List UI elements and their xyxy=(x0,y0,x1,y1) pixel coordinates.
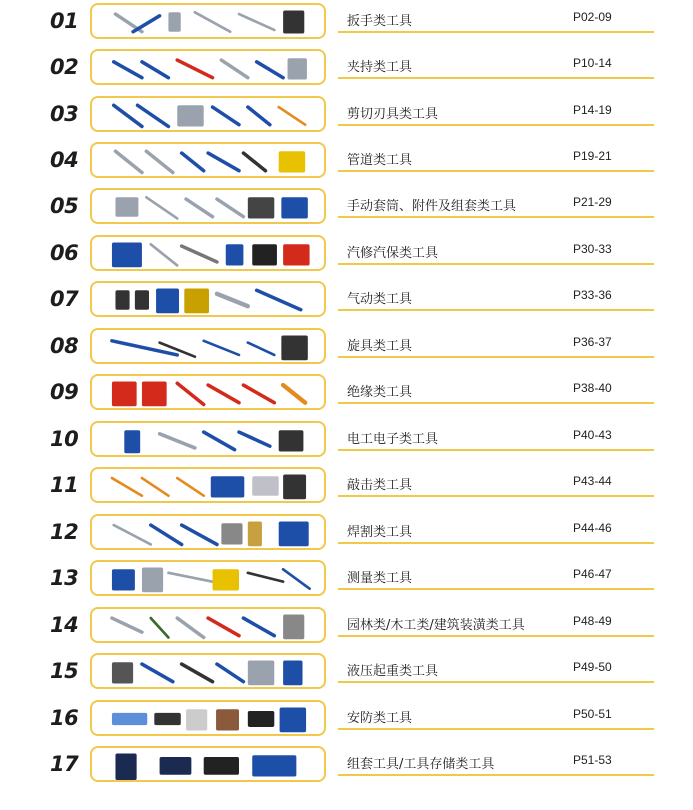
tool-strip-illustration xyxy=(96,750,322,780)
page-range[interactable]: P43-44 xyxy=(573,474,612,488)
page-range[interactable]: P02-09 xyxy=(573,10,612,24)
category-row[interactable] xyxy=(0,697,693,743)
tool-shape xyxy=(211,476,245,497)
screwdriver-tools-icon xyxy=(90,328,326,364)
underline-divider xyxy=(338,170,654,172)
category-title[interactable]: 剪切刃具类工具 xyxy=(347,107,439,122)
tool-shape xyxy=(195,12,230,31)
category-title[interactable]: 敲击类工具 xyxy=(347,478,413,493)
tool-shape xyxy=(243,385,274,403)
tool-shape xyxy=(160,434,195,448)
category-title[interactable]: 绝缘类工具 xyxy=(347,385,413,400)
insulated-tools-icon xyxy=(90,374,326,410)
tool-shape xyxy=(248,107,270,125)
tool-shape xyxy=(248,711,274,727)
tool-strip-illustration xyxy=(96,100,322,130)
page-range[interactable]: P14-19 xyxy=(573,103,612,117)
tool-shape xyxy=(283,615,304,640)
category-row[interactable] xyxy=(0,325,693,371)
tool-shape xyxy=(186,199,212,217)
tool-shape xyxy=(252,244,277,265)
tool-shape xyxy=(283,475,306,500)
tool-shape xyxy=(114,62,142,78)
underline-divider xyxy=(338,681,654,683)
tool-shape xyxy=(248,522,262,547)
underline-divider xyxy=(338,356,654,358)
underline-divider xyxy=(338,449,654,451)
tool-shape xyxy=(239,14,274,30)
tool-shape xyxy=(217,294,248,306)
page-range[interactable]: P46-47 xyxy=(573,567,612,581)
page-range[interactable]: P48-49 xyxy=(573,614,612,628)
tool-shape xyxy=(204,341,239,355)
socket-set-tools-icon xyxy=(90,188,326,224)
tool-shape xyxy=(135,290,149,309)
tool-shape xyxy=(114,105,142,126)
category-title[interactable]: 旋具类工具 xyxy=(347,339,413,354)
tool-shape xyxy=(281,336,307,361)
tool-shape xyxy=(279,151,305,172)
tool-shape xyxy=(279,522,309,547)
tool-shape xyxy=(243,618,274,636)
tool-strip-illustration xyxy=(96,7,322,37)
tool-shape xyxy=(213,107,239,125)
tool-shape xyxy=(112,618,142,632)
page-range[interactable]: P49-50 xyxy=(573,660,612,674)
safety-gear-icon xyxy=(90,700,326,736)
tool-strip-illustration xyxy=(96,704,322,734)
tool-shape xyxy=(146,197,177,218)
underline-divider xyxy=(338,77,654,79)
category-row[interactable] xyxy=(0,650,693,696)
category-row[interactable] xyxy=(0,139,693,185)
tool-strip-illustration xyxy=(96,657,322,687)
tool-shape xyxy=(283,11,304,34)
underline-divider xyxy=(338,542,654,544)
tool-shape xyxy=(283,244,309,265)
tool-shape xyxy=(221,60,247,78)
page-range[interactable]: P19-21 xyxy=(573,149,612,163)
tool-shape xyxy=(112,662,133,683)
tool-shape xyxy=(252,476,278,495)
tool-shape xyxy=(112,243,142,268)
category-title[interactable]: 焊割类工具 xyxy=(347,525,413,540)
tool-shape xyxy=(257,62,283,78)
tool-shape xyxy=(112,382,137,407)
garden-woodwork-tools-icon xyxy=(90,607,326,643)
plier-clamp-tools-icon xyxy=(90,49,326,85)
category-row[interactable] xyxy=(0,604,693,650)
hydraulic-lifting-tools-icon xyxy=(90,653,326,689)
tool-shape xyxy=(142,568,163,593)
tool-strip-illustration xyxy=(96,518,322,548)
tool-shape xyxy=(182,246,217,262)
tool-shape xyxy=(279,430,304,451)
page-range[interactable]: P36-37 xyxy=(573,335,612,349)
category-number: 08 xyxy=(50,334,79,358)
underline-divider xyxy=(338,635,654,637)
category-row[interactable] xyxy=(0,46,693,92)
tool-strip-illustration xyxy=(96,378,322,408)
page-range[interactable]: P33-36 xyxy=(573,288,612,302)
tool-shape xyxy=(184,289,209,314)
tool-shape xyxy=(208,153,239,171)
page-range[interactable]: P21-29 xyxy=(573,195,612,209)
tool-shape xyxy=(142,62,168,78)
tool-shape xyxy=(283,569,309,588)
tool-shape xyxy=(142,382,167,407)
page-range[interactable]: P51-53 xyxy=(573,753,612,767)
tool-strip-illustration xyxy=(96,192,322,222)
tool-strip-illustration xyxy=(96,611,322,641)
wrench-tools-icon xyxy=(90,3,326,39)
tool-shape xyxy=(208,618,239,636)
page-range[interactable]: P10-14 xyxy=(573,56,612,70)
tool-strip-illustration xyxy=(96,332,322,362)
underline-divider xyxy=(338,402,654,404)
tool-shape xyxy=(114,525,151,544)
category-number: 11 xyxy=(50,473,79,497)
category-row[interactable] xyxy=(0,185,693,231)
tool-shape xyxy=(283,385,305,403)
tool-strip-illustration xyxy=(96,471,322,501)
category-number: 16 xyxy=(50,706,79,730)
category-number: 06 xyxy=(50,241,79,265)
electrician-tools-icon xyxy=(90,421,326,457)
tool-storage-icon xyxy=(90,746,326,782)
tool-shape xyxy=(182,153,204,171)
tool-strip-illustration xyxy=(96,285,322,315)
tool-shape xyxy=(248,661,274,686)
tool-strip-illustration xyxy=(96,53,322,83)
underline-divider xyxy=(338,588,654,590)
underline-divider xyxy=(338,263,654,265)
tool-shape xyxy=(221,523,242,544)
tool-shape xyxy=(213,569,239,590)
tool-shape xyxy=(252,755,296,776)
tool-shape xyxy=(115,151,141,172)
category-title[interactable]: 气动类工具 xyxy=(347,292,413,307)
welding-tools-icon xyxy=(90,514,326,550)
category-row[interactable] xyxy=(0,743,693,789)
tool-shape xyxy=(248,197,274,218)
tool-shape xyxy=(283,661,302,686)
category-row[interactable] xyxy=(0,511,693,557)
category-number: 09 xyxy=(50,380,79,404)
category-row[interactable] xyxy=(0,464,693,510)
measuring-tools-icon xyxy=(90,560,326,596)
tool-shape xyxy=(204,757,239,775)
category-number: 17 xyxy=(50,752,79,776)
tool-strip-illustration xyxy=(96,425,322,455)
tool-shape xyxy=(124,430,140,453)
underline-divider xyxy=(338,309,654,311)
underline-divider xyxy=(338,124,654,126)
tool-shape xyxy=(151,618,169,637)
category-row[interactable] xyxy=(0,0,693,46)
category-number: 07 xyxy=(50,287,79,311)
category-number: 10 xyxy=(50,427,79,451)
tool-strip-illustration xyxy=(96,146,322,176)
category-title[interactable]: 夹持类工具 xyxy=(347,60,413,75)
tool-shape xyxy=(160,757,192,775)
underline-divider xyxy=(338,774,654,776)
tool-strip-illustration xyxy=(96,239,322,269)
tool-shape xyxy=(288,58,307,79)
tool-shape xyxy=(115,754,136,780)
pipe-tools-icon xyxy=(90,142,326,178)
underline-divider xyxy=(338,495,654,497)
category-title[interactable]: 测量类工具 xyxy=(347,571,413,586)
category-row[interactable] xyxy=(0,371,693,417)
tool-shape xyxy=(204,432,235,450)
tool-shape xyxy=(186,709,207,730)
tool-shape xyxy=(177,383,203,404)
tool-shape xyxy=(177,60,212,78)
tool-shape xyxy=(142,664,173,682)
tool-shape xyxy=(248,343,274,355)
category-number: 14 xyxy=(50,613,79,637)
category-number: 15 xyxy=(50,659,79,683)
tool-shape xyxy=(156,289,179,314)
tool-shape xyxy=(279,107,305,125)
tool-shape xyxy=(208,385,239,403)
page-range[interactable]: P44-46 xyxy=(573,521,612,535)
tool-shape xyxy=(182,525,217,544)
tool-shape xyxy=(257,290,301,309)
category-number: 02 xyxy=(50,55,79,79)
page-range[interactable]: P38-40 xyxy=(573,381,612,395)
category-row[interactable] xyxy=(0,232,693,278)
category-title[interactable]: 扳手类工具 xyxy=(347,14,413,29)
tool-shape xyxy=(115,290,129,309)
tool-shape xyxy=(142,478,168,496)
tool-shape xyxy=(112,478,142,496)
tool-shape xyxy=(151,525,182,544)
tool-shape xyxy=(217,199,243,217)
tool-shape xyxy=(151,244,177,265)
category-number: 01 xyxy=(50,9,79,33)
tool-shape xyxy=(239,432,270,446)
category-number: 13 xyxy=(50,566,79,590)
category-row[interactable] xyxy=(0,418,693,464)
category-title[interactable]: 园林类/木工类/建筑装潢类工具 xyxy=(347,618,525,633)
tool-shape xyxy=(168,12,180,31)
tool-shape xyxy=(248,573,283,582)
category-number: 03 xyxy=(50,102,79,126)
tool-shape xyxy=(138,105,169,126)
category-title[interactable]: 电工电子类工具 xyxy=(347,432,439,447)
pneumatic-tools-icon xyxy=(90,281,326,317)
hammer-tools-icon xyxy=(90,467,326,503)
tool-shape xyxy=(177,478,203,496)
tool-shape xyxy=(146,151,172,172)
category-number: 05 xyxy=(50,194,79,218)
category-title[interactable]: 管道类工具 xyxy=(347,153,413,168)
tool-shape xyxy=(177,618,203,637)
tool-shape xyxy=(112,569,135,590)
category-title[interactable]: 组套工具/工具存储类工具 xyxy=(347,757,495,772)
page-range[interactable]: P30-33 xyxy=(573,242,612,256)
category-row[interactable] xyxy=(0,278,693,324)
tool-shape xyxy=(168,573,212,582)
category-number: 12 xyxy=(50,520,79,544)
cutter-blade-tools-icon xyxy=(90,96,326,132)
underline-divider xyxy=(338,728,654,730)
tool-shape xyxy=(115,197,138,216)
category-number: 04 xyxy=(50,148,79,172)
tool-shape xyxy=(216,709,239,730)
page-range[interactable]: P40-43 xyxy=(573,428,612,442)
tool-shape xyxy=(154,713,180,725)
tool-strip-illustration xyxy=(96,564,322,594)
tool-shape xyxy=(281,197,307,218)
underline-divider xyxy=(338,31,654,33)
tool-shape xyxy=(177,105,203,126)
auto-repair-tools-icon xyxy=(90,235,326,271)
tool-shape xyxy=(182,664,213,682)
tool-shape xyxy=(226,244,244,265)
category-row[interactable] xyxy=(0,557,693,603)
tool-shape xyxy=(133,16,159,32)
category-title[interactable]: 液压起重类工具 xyxy=(347,664,439,679)
tool-shape xyxy=(243,153,265,171)
tool-shape xyxy=(112,341,177,355)
underline-divider xyxy=(338,216,654,218)
tool-shape xyxy=(112,713,147,725)
tool-shape xyxy=(280,708,306,733)
category-title[interactable]: 汽修汽保类工具 xyxy=(347,246,439,261)
category-title[interactable]: 手动套筒、附件及组套类工具 xyxy=(347,199,517,214)
tool-shape xyxy=(217,664,243,682)
category-row[interactable] xyxy=(0,93,693,139)
category-title[interactable]: 安防类工具 xyxy=(347,711,413,726)
page-range[interactable]: P50-51 xyxy=(573,707,612,721)
